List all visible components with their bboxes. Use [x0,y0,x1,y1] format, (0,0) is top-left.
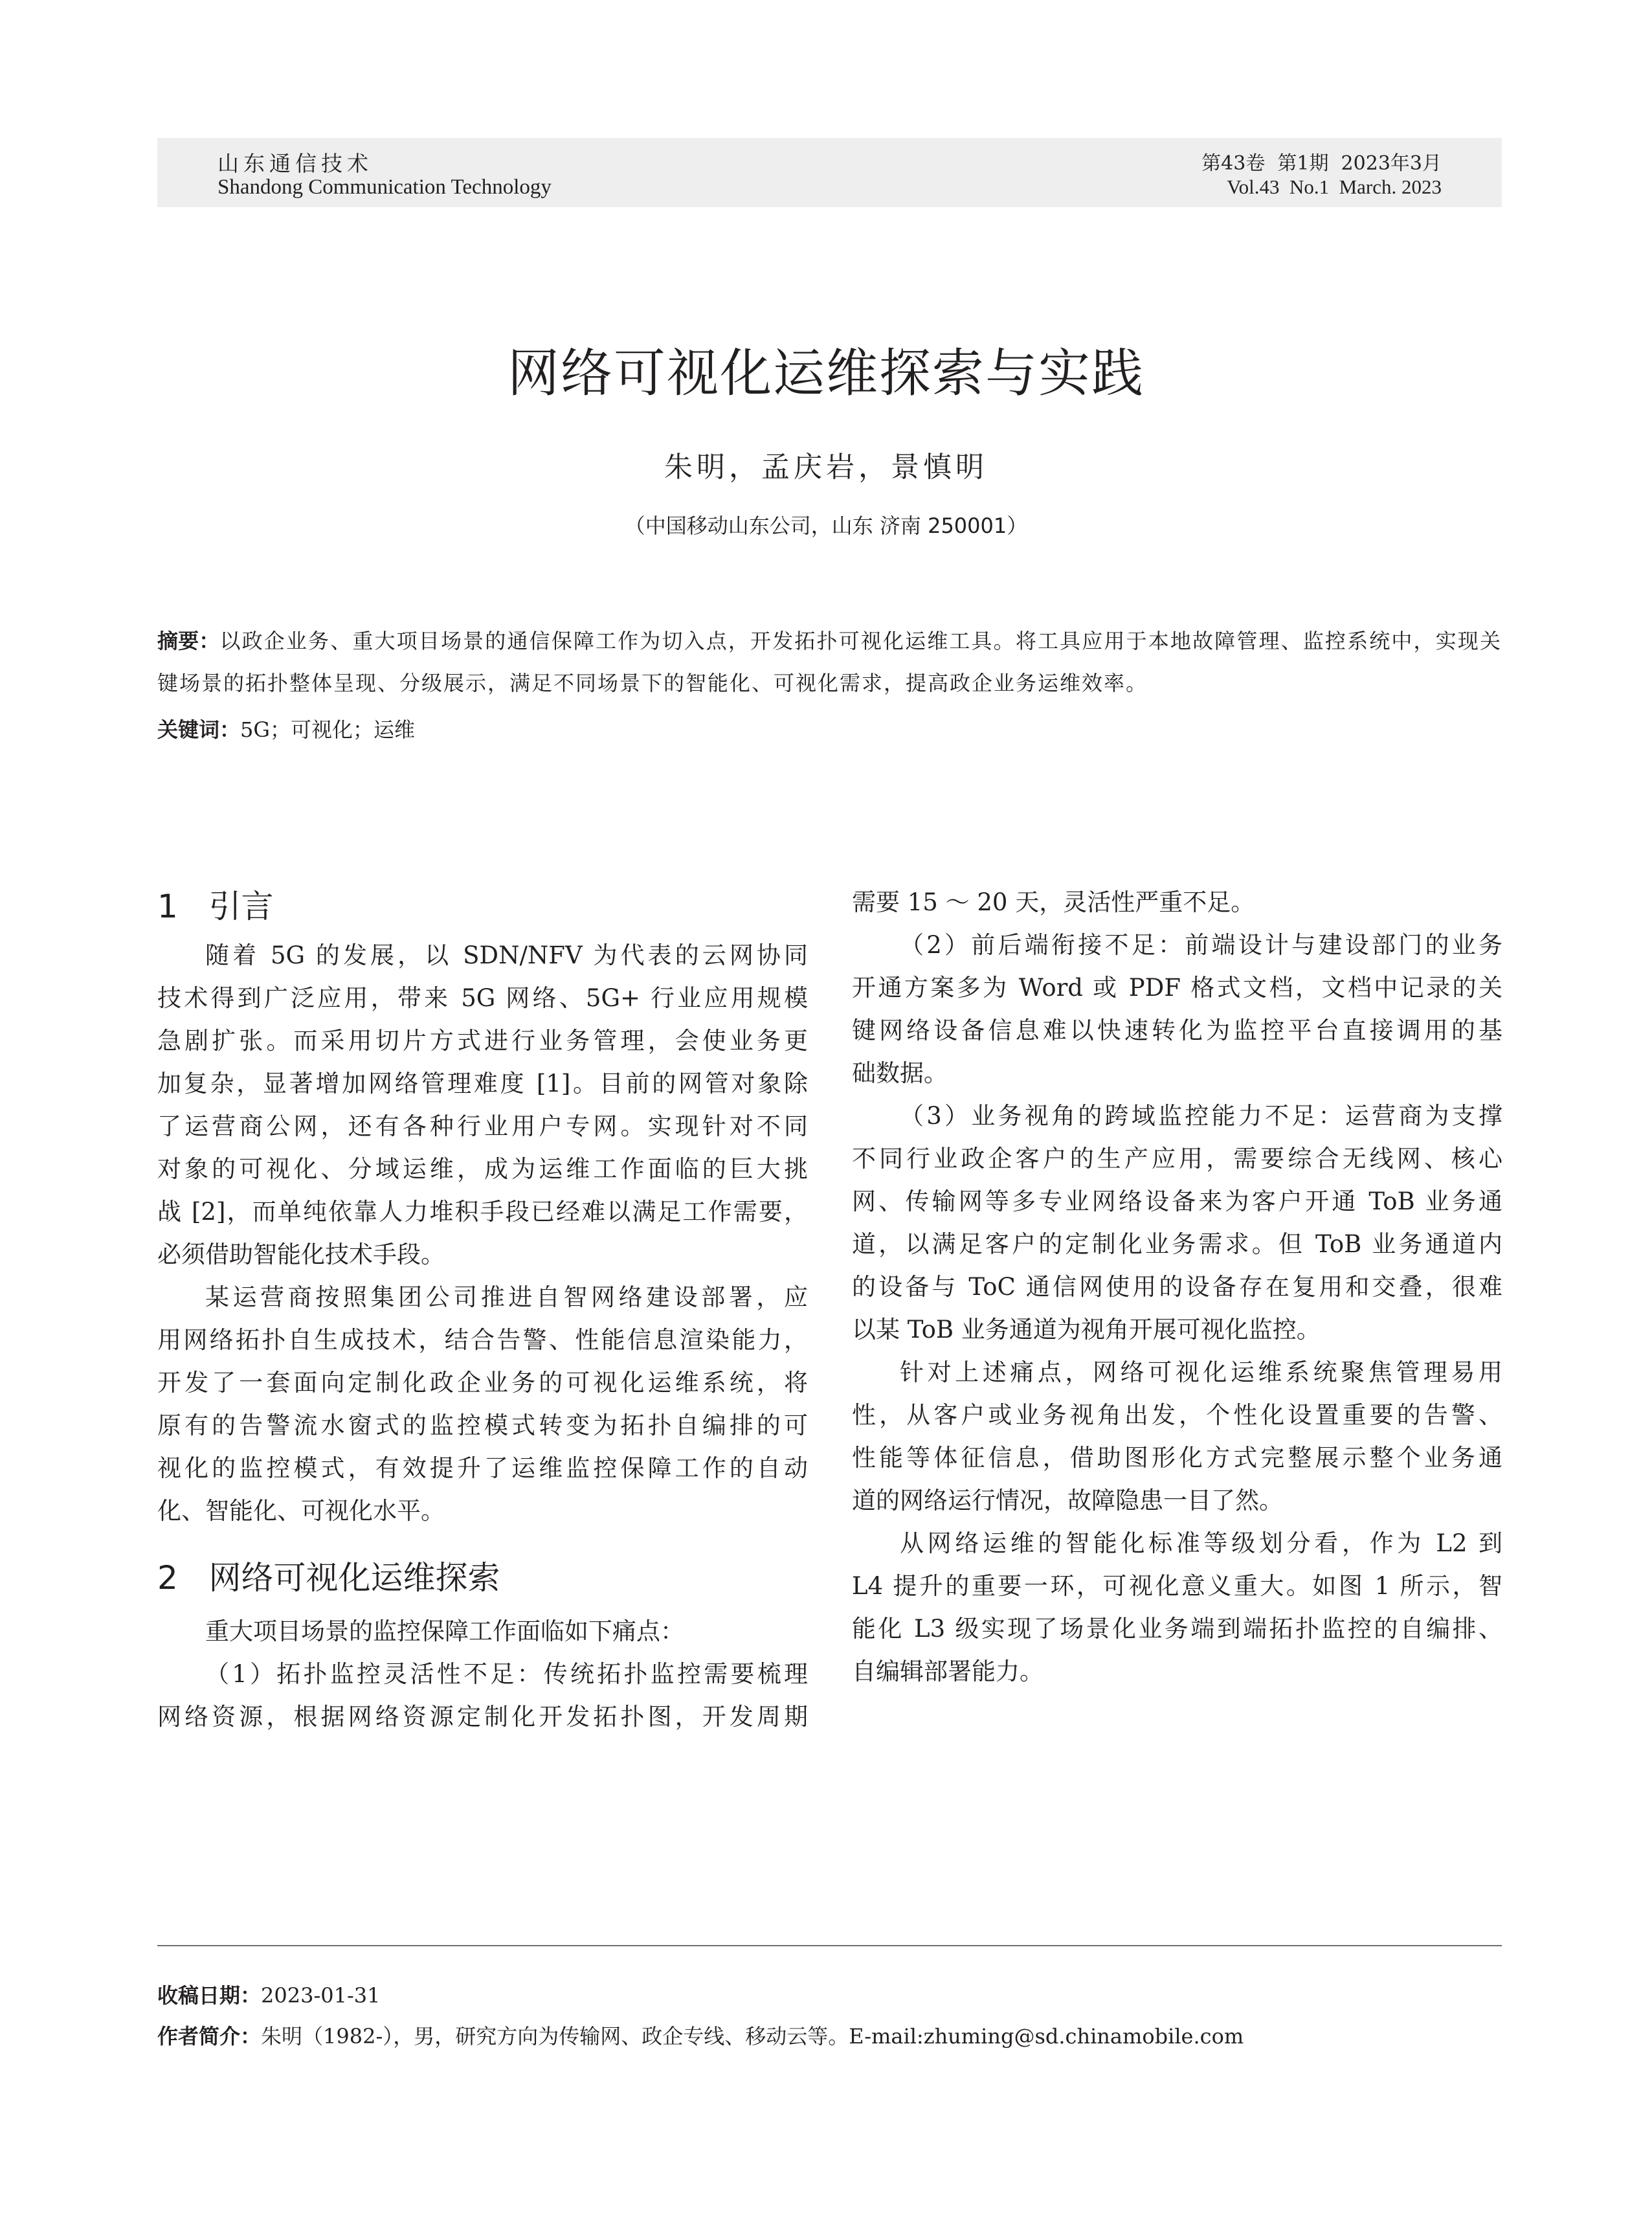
keywords [157,709,415,751]
abstract-label: 摘要： [157,629,220,653]
body-line: 网络资源，根据网络资源定制化开发拓扑图，开发周期 [157,1703,808,1731]
body-line: 针对上述痛点，网络可视化运维系统聚焦管理易用 [900,1358,1502,1386]
body-line: 加复杂，显著增加网络管理难度 [1]。目前的网管对象除 [157,1070,808,1097]
keywords-label: 关键词： [157,717,241,742]
body-line: 技术得到广泛应用，带来 5G 网络、5G+ 行业应用规模 [157,984,808,1012]
body-line: 化、智能化、可视化水平。 [157,1497,445,1525]
body-line: 键网络设备信息难以快速转化为监控平台直接调用的基 [852,1017,1502,1044]
abstract-text: 以政企业务、重大项目场景的通信保障工作为切入点，开发拓扑可视化运维工具。将工具应用于本地故障管理、监控系统中，实现关键场景的拓扑整体呈现、分级展示，满足不同场景下的智能化、可视化需求，提高政企业务运维效率。 [157,629,1502,695]
body-line: 开发了一套面向定制化政企业务的可视化运维系统，将 [157,1369,808,1397]
affiliation: （中国移动山东公司，山东 济南 250001） [624,513,1028,538]
body-line: 原有的告警流水窗式的监控模式转变为拓扑自编排的可 [157,1411,808,1439]
body-line: L4 提升的重要一环，可视化意义重大。如图 1 所示，智 [852,1572,1502,1600]
body-line: （3）业务视角的跨域监控能力不足：运营商为支撑 [900,1102,1502,1130]
body-line: 道的网络运行情况，故障隐患一目了然。 [852,1487,1283,1514]
issue-info-cn: 第43卷 第1期 2023年3月 [1201,152,1442,175]
footer-divider [157,1945,1502,1946]
body-line: 了运营商公网，还有各种行业用户专网。实现针对不同 [157,1112,808,1140]
body-line: 开通方案多为 Word 或 PDF 格式文档，文档中记录的关 [852,974,1502,1002]
body-line: 重大项目场景的监控保障工作面临如下痛点： [205,1617,684,1645]
keywords-text: 5G；可视化；运维 [240,717,415,742]
body-line: 对象的可视化、分域运维，成为运维工作面临的巨大挑 [157,1155,808,1183]
body-line: 性，从客户或业务视角出发，个性化设置重要的告警、 [852,1401,1502,1429]
body-line: 以某 ToB 业务通道为视角开展可视化监控。 [852,1316,1321,1343]
body-line: 性能等体征信息，借助图形化方式完整展示整个业务通 [852,1444,1502,1472]
body-line: 急剧扩张。而采用切片方式进行业务管理，会使业务更 [157,1027,808,1055]
body-line: 从网络运维的智能化标准等级划分看，作为 L2 到 [900,1529,1502,1557]
journal-name-en: Shandong Communication Technology [218,175,552,199]
body-line: 的设备与 ToC 通信网使用的设备存在复用和交叠，很难 [852,1273,1502,1301]
body-line: 视化的监控模式，有效提升了运维监控保障工作的自动 [157,1454,808,1482]
abstract [157,620,1502,704]
received-date-value: 2023-01-31 [261,1983,381,2008]
body-line: （2）前后端衔接不足：前端设计与建设部门的业务 [900,931,1502,959]
body-line: 道，以满足客户的定制化业务需求。但 ToB 业务通道内 [852,1230,1502,1258]
body-line: （1）拓扑监控灵活性不足：传统拓扑监控需要梳理 [205,1660,808,1688]
received-date [157,1979,381,2009]
body-line: 必须借助智能化技术手段。 [157,1241,445,1268]
body-line: 用网络拓扑自生成技术，结合告警、性能信息渲染能力， [157,1326,808,1354]
section-2-heading: 2 网络可视化运维探索 [157,1559,500,1597]
body-line: 需要 15 ～ 20 天，灵活性严重不足。 [852,888,1255,916]
body-line: 自编辑部署能力。 [852,1658,1044,1685]
author-bio-label: 作者简介： [157,2024,262,2049]
section-1-heading: 1 引言 [157,888,274,925]
author-bio-value: 朱明（1982-），男，研究方向为传输网、政企专线、移动云等。E-mail:zhuming@sd.chinamobile.com [261,2024,1244,2049]
received-date-label: 收稿日期： [157,1983,262,2008]
body-line: 随着 5G 的发展，以 SDN/NFV 为代表的云网协同 [205,941,808,969]
body-line: 不同行业政企客户的生产应用，需要综合无线网、核心 [852,1145,1502,1173]
body-line: 战 [2]，而单纯依靠人力堆积手段已经难以满足工作需要， [157,1198,808,1226]
body-line: 能化 L3 级实现了场景化业务端到端拓扑监控的自编排、 [852,1615,1502,1643]
author-list: 朱明，孟庆岩，景慎明 [664,451,988,484]
author-bio [157,2020,1244,2050]
body-line: 网、传输网等多专业网络设备来为客户开通 ToB 业务通 [852,1187,1502,1215]
body-line: 础数据。 [852,1059,948,1087]
journal-header [157,138,1502,207]
journal-name-cn: 山东通信技术 [218,151,373,176]
issue-info-en: Vol.43 No.1 March. 2023 [1227,175,1442,198]
body-line: 某运营商按照集团公司推进自智网络建设部署，应 [205,1283,808,1311]
paper-title: 网络可视化运维探索与实践 [508,343,1144,403]
